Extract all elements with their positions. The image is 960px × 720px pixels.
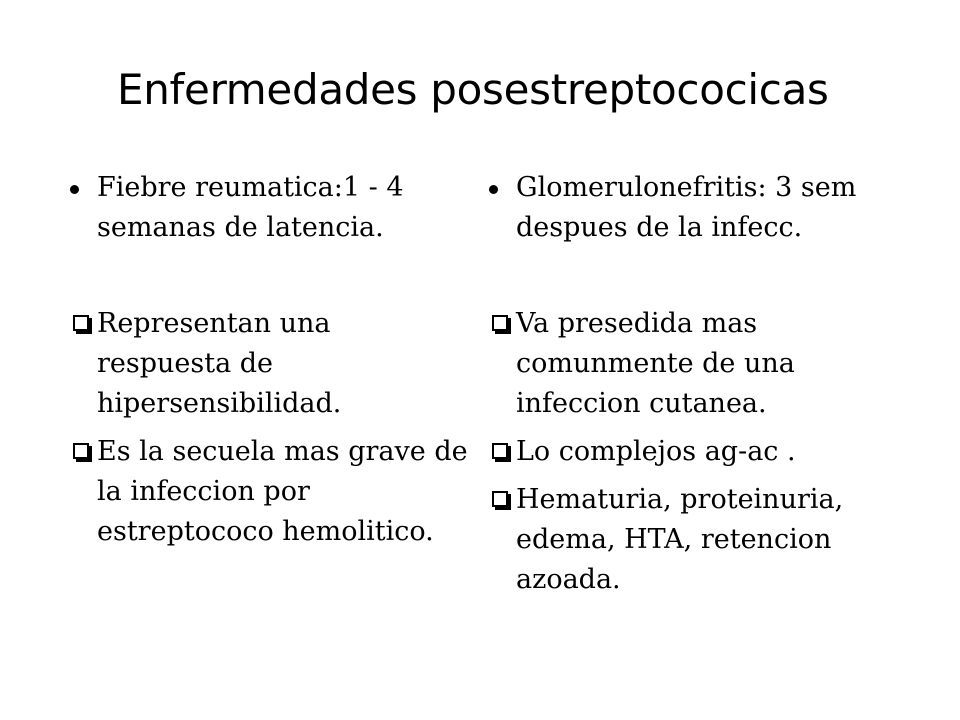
sub-item-line: Lo complejos ag-ac . — [516, 436, 796, 467]
sub-item-line: Es la secuela mas grave de — [97, 436, 468, 467]
sub-item-line: Va presedida mas — [516, 308, 758, 339]
shadowed-checkbox-icon — [73, 443, 89, 459]
sub-item — [489, 480, 929, 600]
shadowed-checkbox-icon — [492, 491, 508, 507]
bullet-line: despues de la infecc. — [516, 212, 803, 243]
sub-item-line: Hematuria, proteinuria, — [516, 484, 844, 515]
sub-item-line: la infeccion por — [97, 476, 310, 507]
sub-item-line: respuesta de — [97, 348, 274, 379]
round-bullet-icon — [70, 185, 79, 194]
sub-item-line: infeccion cutanea. — [516, 388, 767, 419]
sub-item-line: estreptococo hemolitico. — [97, 516, 434, 547]
shadowed-checkbox-icon — [492, 315, 508, 331]
right-column — [489, 168, 929, 600]
sub-item — [489, 304, 929, 424]
bullet-line: semanas de latencia. — [97, 212, 384, 243]
bullet-line: Glomerulonefritis: 3 sem — [516, 172, 857, 203]
bullet-item — [70, 168, 490, 248]
left-column — [70, 168, 490, 552]
sub-item-line: hipersensibilidad. — [97, 388, 342, 419]
slide-title: Enfermedades posestreptococicas — [117, 65, 829, 114]
sub-item-line: Representan una — [97, 308, 331, 339]
bullet-item — [489, 168, 929, 248]
sub-item — [70, 304, 490, 424]
round-bullet-icon — [489, 185, 498, 194]
sub-item-line: comunmente de una — [516, 348, 795, 379]
sub-item — [70, 432, 490, 552]
sub-item-line: edema, HTA, retencion — [516, 524, 832, 555]
sub-item — [489, 432, 929, 472]
shadowed-checkbox-icon — [492, 443, 508, 459]
sub-item-line: azoada. — [516, 564, 621, 595]
shadowed-checkbox-icon — [73, 315, 89, 331]
bullet-line: Fiebre reumatica:1 - 4 — [97, 172, 404, 203]
